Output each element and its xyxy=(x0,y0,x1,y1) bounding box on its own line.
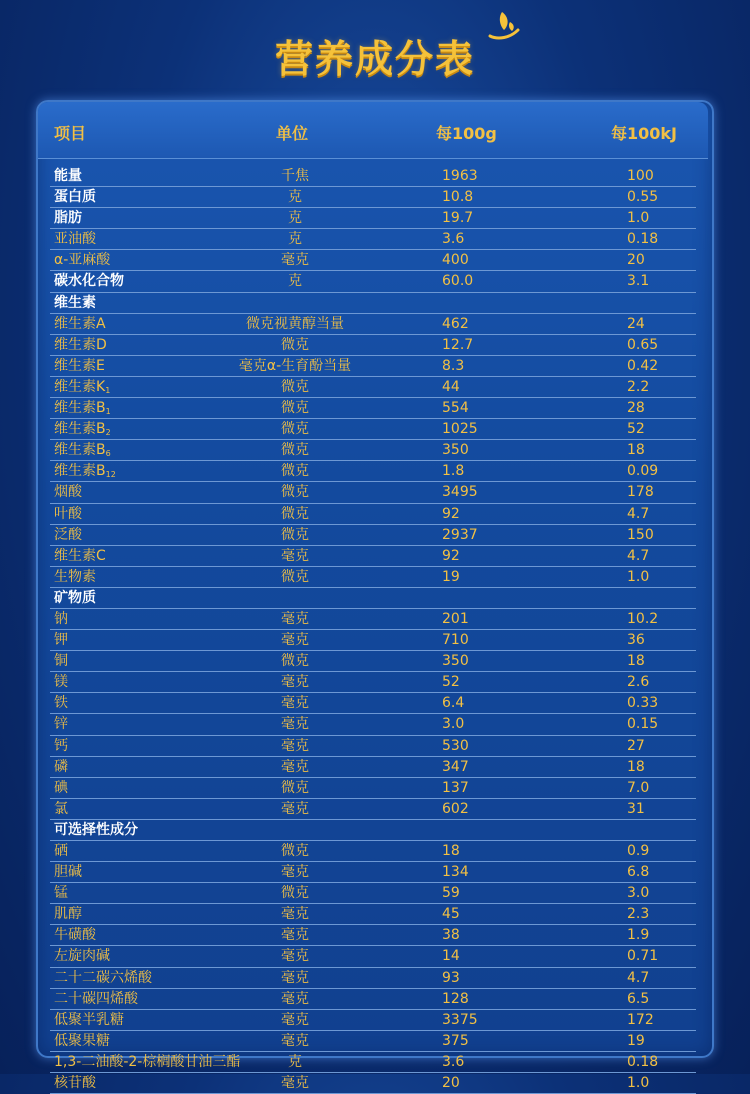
unit-cell: 毫克 xyxy=(281,800,309,817)
per100kj-cell: 1.0 xyxy=(627,568,650,585)
unit-cell: 微克 xyxy=(281,505,309,522)
header-per100kj: 每100kJ xyxy=(611,124,677,143)
unit-cell: 毫克 xyxy=(281,737,309,754)
nutrient-name-cell xyxy=(54,271,124,291)
per100g-cell: 350 xyxy=(442,653,469,670)
nutrient-name-cell xyxy=(54,335,107,355)
nutrient-name-cell xyxy=(54,588,96,608)
nutrient-name: 维生素B xyxy=(54,400,106,417)
per100kj-cell: 2.2 xyxy=(627,378,650,395)
per100g-cell: 1025 xyxy=(442,421,478,438)
nutrient-subscript: 6 xyxy=(105,449,111,459)
table-row xyxy=(50,546,696,567)
nutrient-name: 维生素B xyxy=(54,442,106,459)
per100g-cell: 2937 xyxy=(442,526,478,543)
nutrient-name-cell xyxy=(54,862,82,882)
unit-cell: 微克 xyxy=(281,568,309,585)
per100g-cell: 375 xyxy=(442,1032,469,1049)
nutrient-name-cell xyxy=(54,989,138,1009)
nutrient-name: 能量 xyxy=(54,168,82,184)
nutrient-name-cell xyxy=(54,609,68,629)
table-row xyxy=(50,525,696,546)
table-header-bar xyxy=(38,102,708,159)
droplet-splash-icon xyxy=(488,8,524,48)
per100g-cell: 350 xyxy=(442,442,469,459)
table-row xyxy=(50,482,696,503)
nutrient-name: 锌 xyxy=(54,716,68,733)
unit-cell: 毫克 xyxy=(281,695,309,712)
unit-cell: 微克 xyxy=(281,400,309,417)
nutrient-name: 钾 xyxy=(54,632,68,649)
nutrient-name: 牛磺酸 xyxy=(54,927,96,944)
table-row xyxy=(50,356,696,377)
nutrient-name-cell xyxy=(54,651,68,671)
nutrient-name-cell xyxy=(54,672,68,692)
per100g-cell: 19.7 xyxy=(442,210,474,227)
unit-cell: 毫克 xyxy=(281,1075,309,1092)
per100g-cell: 92 xyxy=(442,547,460,564)
per100g-cell: 44 xyxy=(442,378,460,395)
nutrient-name: 生物素 xyxy=(54,568,96,585)
unit-cell: 毫克 xyxy=(281,716,309,733)
per100g-cell: 8.3 xyxy=(442,357,465,374)
per100kj-cell: 1.0 xyxy=(627,1075,650,1092)
per100kj-cell: 31 xyxy=(627,800,645,817)
nutrient-name-cell xyxy=(54,356,105,376)
nutrient-name: 可选择性成分 xyxy=(54,821,138,838)
unit-cell: 微克 xyxy=(281,526,309,543)
table-row xyxy=(50,714,696,735)
nutrient-name: 亚油酸 xyxy=(54,231,96,248)
table-row xyxy=(50,1073,696,1094)
nutrient-name-cell xyxy=(54,820,138,840)
nutrient-name-cell xyxy=(54,1073,96,1093)
per100kj-cell: 0.18 xyxy=(627,231,659,248)
per100g-cell: 347 xyxy=(442,758,469,775)
unit-cell: 微克视黄醇当量 xyxy=(246,315,344,332)
unit-cell: 微克 xyxy=(281,843,309,859)
per100g-cell: 59 xyxy=(442,885,460,902)
per100g-cell: 38 xyxy=(442,927,460,944)
nutrient-name: 维生素C xyxy=(54,547,106,564)
nutrient-name: 叶酸 xyxy=(54,505,82,522)
per100kj-cell: 20 xyxy=(627,252,645,269)
per100g-cell: 710 xyxy=(442,632,469,649)
nutrient-name-cell xyxy=(54,736,68,756)
per100kj-cell: 172 xyxy=(627,1011,654,1028)
table-row xyxy=(50,799,696,820)
unit-cell: 微克 xyxy=(281,885,309,902)
table-row xyxy=(50,989,696,1010)
nutrient-name-cell xyxy=(54,968,152,988)
nutrient-name: 硒 xyxy=(54,843,68,859)
nutrient-name-cell xyxy=(54,693,68,713)
nutrient-name: 左旋肉碱 xyxy=(54,948,110,965)
nutrient-name: 胆碱 xyxy=(54,864,82,881)
per100g-cell: 45 xyxy=(442,906,460,923)
nutrient-name: 维生素D xyxy=(54,336,107,353)
nutrient-name: 矿物质 xyxy=(54,589,96,606)
nutrient-name: α-亚麻酸 xyxy=(54,252,111,269)
nutrient-name: 烟酸 xyxy=(54,484,82,501)
per100kj-cell: 150 xyxy=(627,526,654,543)
header-per100g: 每100g xyxy=(436,124,497,143)
per100kj-cell: 2.3 xyxy=(627,906,650,923)
table-row xyxy=(50,461,696,482)
nutrient-name-cell xyxy=(54,250,110,270)
table-row xyxy=(50,1031,696,1052)
per100g-cell: 201 xyxy=(442,610,469,627)
nutrient-name-cell xyxy=(54,630,68,650)
per100kj-cell: 7.0 xyxy=(627,779,650,796)
per100g-cell: 14 xyxy=(442,948,460,965)
nutrient-subscript: 1 xyxy=(105,385,111,395)
per100kj-cell: 3.1 xyxy=(627,273,650,290)
nutrient-name: 铜 xyxy=(54,653,68,670)
table-row xyxy=(50,187,696,208)
nutrient-name: 维生素 xyxy=(54,294,96,311)
table-row xyxy=(50,672,696,693)
per100g-cell: 3.0 xyxy=(442,716,465,733)
nutrient-name-cell xyxy=(54,778,68,798)
per100g-cell: 3.6 xyxy=(442,1053,465,1070)
unit-cell: 毫克 xyxy=(281,906,309,923)
unit-cell: 微克 xyxy=(281,442,309,459)
nutrient-name: 低聚果糖 xyxy=(54,1032,110,1049)
unit-cell: 毫克 xyxy=(281,547,309,564)
nutrient-name-cell xyxy=(54,799,68,819)
unit-cell: 克 xyxy=(288,210,302,227)
table-row xyxy=(50,229,696,250)
per100g-cell: 1963 xyxy=(442,168,478,184)
nutrient-name: 维生素A xyxy=(54,315,106,332)
table-row xyxy=(50,504,696,525)
per100kj-cell: 28 xyxy=(627,400,645,417)
nutrient-name-cell xyxy=(54,546,106,566)
unit-cell: 毫克 xyxy=(281,864,309,881)
nutrient-name: 泛酸 xyxy=(54,526,82,543)
per100g-cell: 6.4 xyxy=(442,695,465,712)
unit-cell: 毫克α-生育酚当量 xyxy=(238,357,352,374)
unit-cell: 毫克 xyxy=(281,927,309,944)
per100g-cell: 400 xyxy=(442,252,469,269)
per100kj-cell: 36 xyxy=(627,632,645,649)
table-row xyxy=(50,419,696,440)
table-row xyxy=(50,630,696,651)
nutrient-name-cell xyxy=(54,714,68,734)
nutrient-name-cell xyxy=(54,482,82,502)
nutrient-name: 维生素E xyxy=(54,357,105,374)
nutrient-name-cell xyxy=(54,187,96,207)
nutrient-name-cell xyxy=(54,883,68,903)
per100kj-cell: 6.5 xyxy=(627,990,650,1007)
per100kj-cell: 0.65 xyxy=(627,336,659,353)
per100g-cell: 19 xyxy=(442,568,460,585)
per100kj-cell: 0.15 xyxy=(627,716,659,733)
per100g-cell: 93 xyxy=(442,969,460,986)
per100kj-cell: 10.2 xyxy=(627,610,659,627)
per100kj-cell: 18 xyxy=(627,653,645,670)
nutrient-name: 磷 xyxy=(54,758,68,775)
header-item: 项目 xyxy=(54,124,87,143)
nutrient-name-cell xyxy=(54,841,68,861)
page-title: 营养成分表 xyxy=(274,37,475,81)
table-row xyxy=(50,862,696,883)
unit-cell: 微克 xyxy=(281,378,309,395)
table-row xyxy=(50,609,696,630)
per100g-cell: 462 xyxy=(442,315,469,332)
table-row xyxy=(50,841,696,862)
per100kj-cell: 2.6 xyxy=(627,674,650,691)
per100kj-cell: 27 xyxy=(627,737,645,754)
nutrient-name-cell xyxy=(54,314,106,334)
section-row xyxy=(50,293,696,314)
unit-cell: 克 xyxy=(288,189,302,206)
nutrient-name: 铁 xyxy=(54,695,68,712)
per100kj-cell: 4.7 xyxy=(627,505,650,522)
nutrient-name-cell xyxy=(54,208,82,228)
unit-cell: 微克 xyxy=(281,463,309,480)
unit-cell: 微克 xyxy=(281,336,309,353)
per100g-cell: 128 xyxy=(442,990,469,1007)
per100g-cell: 530 xyxy=(442,737,469,754)
nutrient-name: 核苷酸 xyxy=(54,1075,96,1092)
table-row xyxy=(50,166,696,187)
unit-cell: 微克 xyxy=(281,421,309,438)
per100g-cell: 134 xyxy=(442,864,469,881)
unit-cell: 毫克 xyxy=(281,969,309,986)
unit-cell: 毫克 xyxy=(281,252,309,269)
unit-cell: 毫克 xyxy=(281,632,309,649)
nutrient-name: 维生素K xyxy=(54,378,106,395)
nutrient-name-cell xyxy=(54,504,82,524)
per100kj-cell: 0.71 xyxy=(627,948,659,965)
table-row xyxy=(50,335,696,356)
nutrition-rows xyxy=(50,166,696,1094)
nutrient-name-cell xyxy=(54,946,110,966)
per100g-cell: 137 xyxy=(442,779,469,796)
nutrient-name-cell xyxy=(54,1031,110,1051)
nutrient-name-cell xyxy=(54,757,68,777)
per100g-cell: 3495 xyxy=(442,484,478,501)
nutrient-name-cell xyxy=(54,166,82,186)
per100kj-cell: 4.7 xyxy=(627,969,650,986)
unit-cell: 毫克 xyxy=(281,948,309,965)
table-row xyxy=(50,250,696,271)
per100kj-cell: 19 xyxy=(627,1032,645,1049)
nutrient-name-cell xyxy=(54,1010,124,1030)
nutrient-name: 锰 xyxy=(54,885,68,902)
unit-cell: 克 xyxy=(288,273,302,290)
nutrient-name: 镁 xyxy=(54,674,68,691)
nutrient-name: 氯 xyxy=(54,800,68,817)
nutrient-name: 钠 xyxy=(54,610,68,627)
nutrient-subscript: 12 xyxy=(105,470,116,480)
per100kj-cell: 6.8 xyxy=(627,864,650,881)
per100g-cell: 20 xyxy=(442,1075,460,1092)
nutrient-name-cell xyxy=(54,925,96,945)
table-row xyxy=(50,567,696,588)
nutrient-name: 维生素B xyxy=(54,463,106,480)
per100kj-cell: 18 xyxy=(627,442,645,459)
nutrient-name: 低聚半乳糖 xyxy=(54,1011,124,1028)
per100kj-cell: 18 xyxy=(627,758,645,775)
per100kj-cell: 52 xyxy=(627,421,645,438)
section-row xyxy=(50,820,696,841)
nutrient-name: 蛋白质 xyxy=(54,189,96,206)
per100g-cell: 10.8 xyxy=(442,189,474,206)
table-row xyxy=(50,757,696,778)
table-row xyxy=(50,440,696,461)
per100kj-cell: 0.9 xyxy=(627,843,650,859)
table-row xyxy=(50,736,696,757)
unit-cell: 毫克 xyxy=(281,1011,309,1028)
unit-cell: 克 xyxy=(288,1053,302,1070)
unit-cell: 毫克 xyxy=(281,674,309,691)
per100g-cell: 554 xyxy=(442,400,469,417)
per100kj-cell: 0.33 xyxy=(627,695,659,712)
unit-cell: 微克 xyxy=(281,653,309,670)
table-row xyxy=(50,968,696,989)
nutrient-name: 1,3-二油酸-2-棕榈酸甘油三酯 xyxy=(54,1053,241,1070)
per100g-cell: 52 xyxy=(442,674,460,691)
per100kj-cell: 24 xyxy=(627,315,645,332)
nutrient-name-cell xyxy=(54,904,82,924)
table-row xyxy=(50,271,696,292)
table-row xyxy=(50,208,696,229)
table-row xyxy=(50,904,696,925)
per100g-cell: 3.6 xyxy=(442,231,465,248)
per100kj-cell: 1.9 xyxy=(627,927,650,944)
table-row xyxy=(50,377,696,398)
per100kj-cell: 0.18 xyxy=(627,1053,659,1070)
nutrient-name-cell xyxy=(54,567,96,587)
per100kj-cell: 0.09 xyxy=(627,463,659,480)
nutrient-name: 碳水化合物 xyxy=(54,273,124,290)
per100g-cell: 3375 xyxy=(442,1011,478,1028)
per100kj-cell: 0.42 xyxy=(627,357,659,374)
unit-cell: 毫克 xyxy=(281,1032,309,1049)
table-row xyxy=(50,1010,696,1031)
per100g-cell: 18 xyxy=(442,843,460,859)
table-row xyxy=(50,778,696,799)
nutrient-name-cell xyxy=(54,229,96,249)
per100g-cell: 12.7 xyxy=(442,336,474,353)
per100g-cell: 1.8 xyxy=(442,463,465,480)
unit-cell: 微克 xyxy=(281,484,309,501)
unit-cell: 千焦 xyxy=(281,168,309,184)
nutrient-name: 肌醇 xyxy=(54,906,82,923)
per100kj-cell: 3.0 xyxy=(627,885,650,902)
per100g-cell: 92 xyxy=(442,505,460,522)
unit-cell: 克 xyxy=(288,231,302,248)
nutrient-name: 维生素B xyxy=(54,421,106,438)
nutrient-subscript: 1 xyxy=(105,407,111,417)
nutrient-name-cell xyxy=(54,525,82,545)
nutrient-name: 脂肪 xyxy=(54,210,82,227)
title-area xyxy=(0,0,750,95)
per100g-cell: 602 xyxy=(442,800,469,817)
unit-cell: 毫克 xyxy=(281,610,309,627)
nutrient-name: 碘 xyxy=(54,779,68,796)
per100kj-cell: 178 xyxy=(627,484,654,501)
unit-cell: 毫克 xyxy=(281,990,309,1007)
table-row xyxy=(50,925,696,946)
nutrient-name: 二十二碳六烯酸 xyxy=(54,969,152,986)
unit-cell: 微克 xyxy=(281,779,309,796)
nutrient-name-cell xyxy=(54,293,96,313)
per100kj-cell: 4.7 xyxy=(627,547,650,564)
table-row xyxy=(50,883,696,904)
nutrient-name: 二十碳四烯酸 xyxy=(54,990,138,1007)
nutrient-subscript: 2 xyxy=(105,428,111,438)
table-row xyxy=(50,1052,696,1073)
unit-cell: 毫克 xyxy=(281,758,309,775)
section-row xyxy=(50,588,696,609)
table-row xyxy=(50,398,696,419)
table-row xyxy=(50,946,696,967)
table-row xyxy=(50,314,696,335)
nutrient-name: 钙 xyxy=(54,737,68,754)
table-row xyxy=(50,651,696,672)
table-row xyxy=(50,693,696,714)
per100g-cell: 60.0 xyxy=(442,273,474,290)
per100kj-cell: 1.0 xyxy=(627,210,650,227)
per100kj-cell: 100 xyxy=(627,168,654,184)
per100kj-cell: 0.55 xyxy=(627,189,659,206)
header-unit: 单位 xyxy=(276,124,309,143)
nutrient-name-cell xyxy=(54,1052,240,1072)
